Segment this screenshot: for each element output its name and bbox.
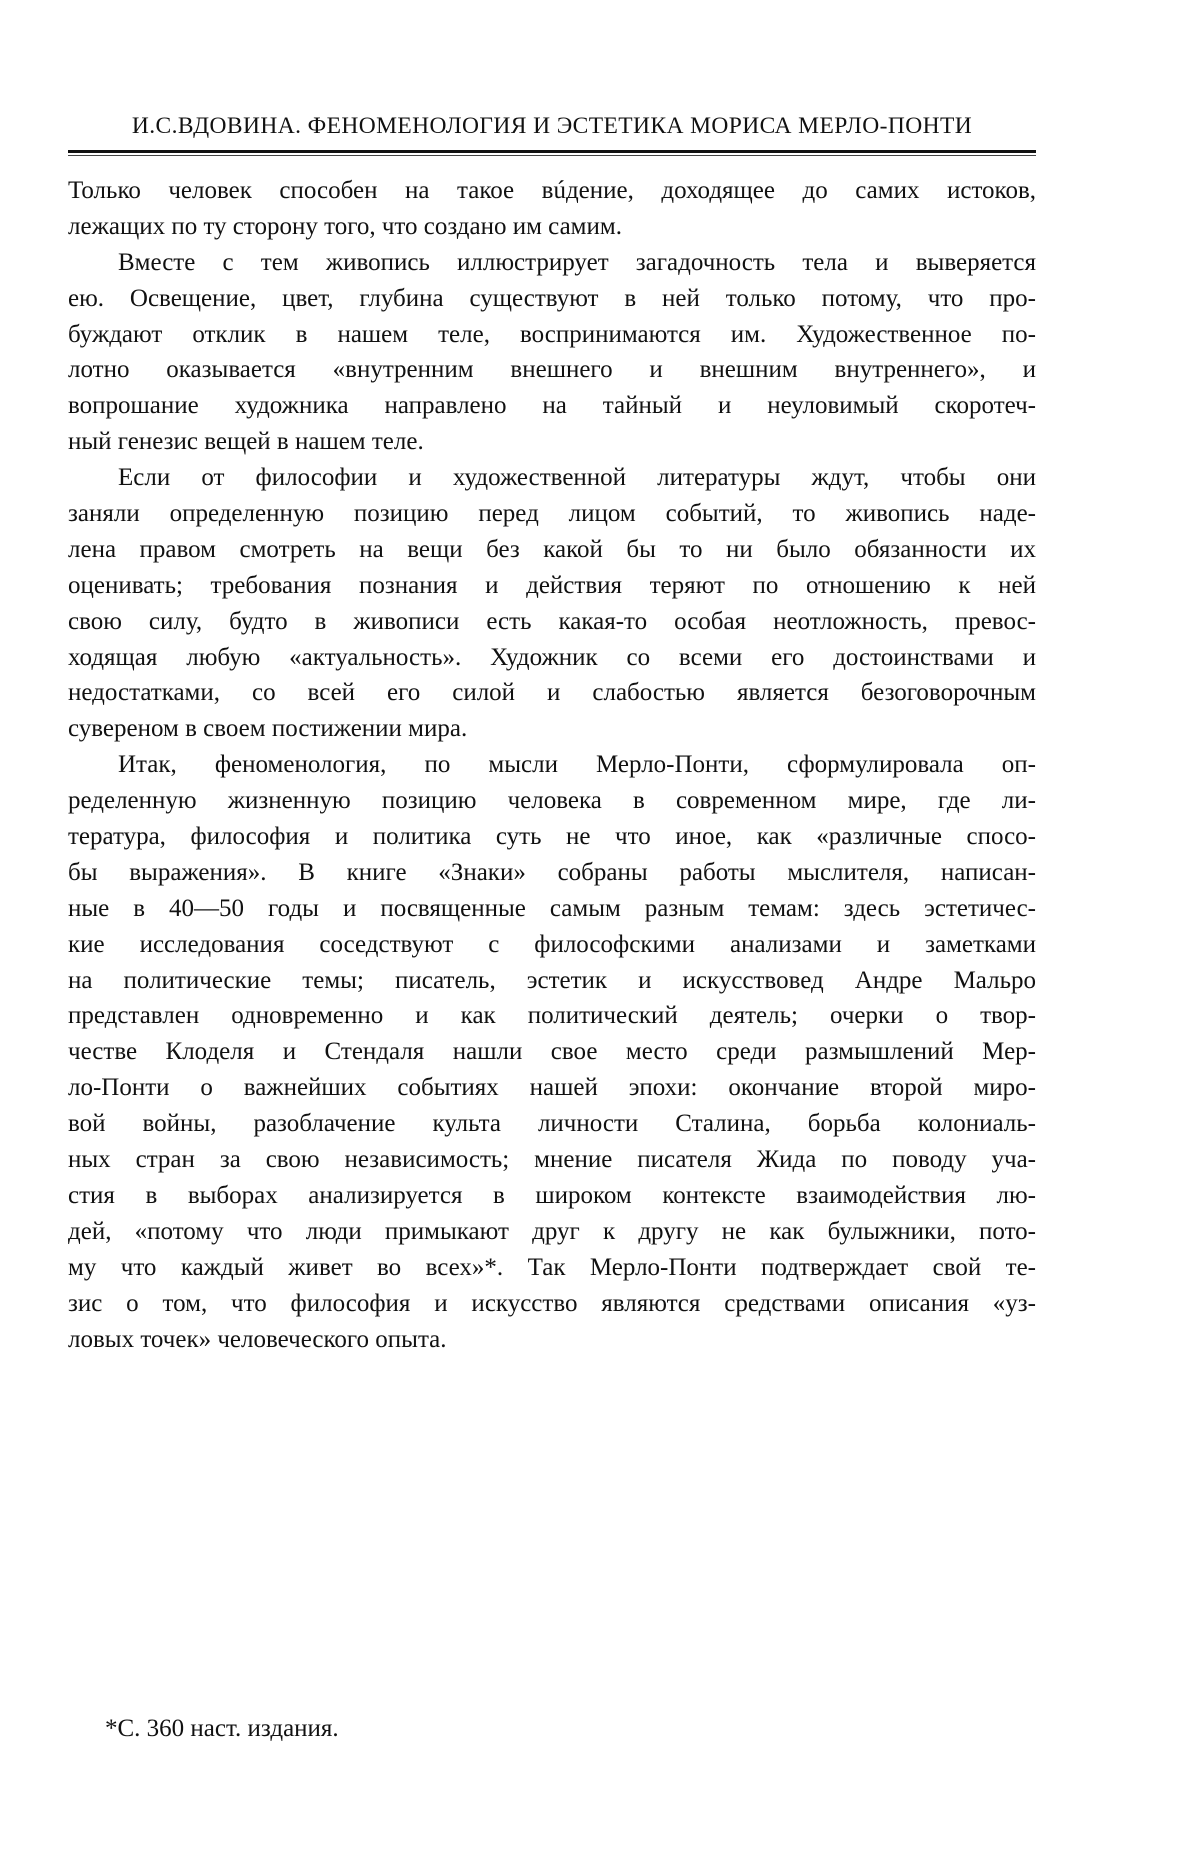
paragraph-1 bbox=[68, 173, 1036, 245]
paragraph-2 bbox=[68, 245, 1036, 460]
text-line: му что каждый живет во всех»*. Так Мерло-Понти подтверждает свой те- bbox=[68, 1253, 1036, 1281]
header-rule bbox=[68, 150, 1036, 153]
text-line: бы выражения». В книге «Знаки» собраны работы мыслителя, написан- bbox=[68, 858, 1036, 886]
text-line: сувереном в своем постижении мира. bbox=[68, 715, 468, 743]
text-line: вопрошание художника направлено на тайный и неуловимый скоротеч- bbox=[68, 392, 1036, 420]
text-line: недостатками, со всей его силой и слабостью является безоговорочным bbox=[68, 679, 1036, 707]
text-line: ный генезис вещей в нашем теле. bbox=[68, 428, 424, 456]
text-line: тература, философия и политика суть не что иное, как «различные спосо- bbox=[68, 823, 1036, 851]
text-line: ределенную жизненную позицию человека в современном мире, где ли- bbox=[68, 787, 1036, 815]
text-line: лотно оказывается «внутренним внешнего и внешним внутреннего», и bbox=[68, 356, 1036, 384]
text-line: вой войны, разоблачение культа личности Сталина, борьба колониаль- bbox=[68, 1110, 1036, 1138]
text-line: ею. Освещение, цвет, глубина существуют в ней только потому, что про- bbox=[68, 284, 1036, 312]
text-line: лена правом смотреть на вещи без какой бы то ни было обязанности их bbox=[68, 535, 1036, 563]
text-line: ходящая любую «актуальность». Художник со всеми его достоинствами и bbox=[68, 643, 1036, 671]
text-line: Если от философии и художественной литературы ждут, чтобы они bbox=[118, 464, 1036, 492]
text-line: лежащих по ту сторону того, что создано им самим. bbox=[68, 212, 622, 240]
text-line: зис о том, что философия и искусство являются средствами описания «уз- bbox=[68, 1289, 1036, 1317]
paragraph-3 bbox=[68, 460, 1036, 747]
header-rule-thin bbox=[68, 155, 1036, 156]
running-head: И.С.ВДОВИНА. ФЕНОМЕНОЛОГИЯ И ЭСТЕТИКА МОРИСА МЕРЛО-ПОНТИ bbox=[131, 113, 973, 139]
text-line: честве Клоделя и Стендаля нашли свое место среди размышлений Мер- bbox=[68, 1038, 1036, 1066]
text-line: свою силу, будто в живописи есть какая-то особая неотложность, превос- bbox=[68, 607, 1036, 635]
text-line: Итак, феноменология, по мысли Мерло-Понти, сформулировала оп- bbox=[118, 751, 1036, 779]
text-line: Только человек способен на такое вúдение, доходящее до самих истоков, bbox=[68, 177, 1036, 204]
text-line: буждают отклик в нашем теле, воспринимаются им. Художественное по- bbox=[68, 320, 1036, 348]
text-line: представлен одновременно и как политический деятель; очерки о твор- bbox=[68, 1002, 1036, 1030]
text-line: оценивать; требования познания и действия теряют по отношению к ней bbox=[68, 571, 1036, 599]
footnote: *С. 360 наст. издания. bbox=[105, 1715, 339, 1742]
text-line: стия в выборах анализируется в широком контексте взаимодействия лю- bbox=[68, 1181, 1036, 1209]
text-line: Вместе с тем живопись иллюстрирует загадочность тела и выверяется bbox=[118, 248, 1036, 276]
text-line: ные в 40—50 годы и посвященные самым разным темам: здесь эстетичес- bbox=[68, 894, 1036, 922]
text-line: на политические темы; писатель, эстетик и искусствовед Андре Мальро bbox=[68, 966, 1036, 994]
body-text bbox=[68, 173, 1036, 1357]
text-line: ло-Понти о важнейших событиях нашей эпохи: окончание второй миро- bbox=[68, 1074, 1036, 1102]
paragraph-4 bbox=[68, 747, 1036, 1357]
text-line: кие исследования соседствуют с философскими анализами и заметками bbox=[68, 930, 1036, 958]
text-line: дей, «потому что люди примыкают друг к другу не как булыжники, пото- bbox=[68, 1217, 1036, 1245]
text-line: заняли определенную позицию перед лицом событий, то живопись наде- bbox=[68, 500, 1036, 528]
text-line: ных стран за свою независимость; мнение писателя Жида по поводу уча- bbox=[68, 1146, 1036, 1174]
text-line: ловых точек» человеческого опыта. bbox=[68, 1325, 447, 1353]
